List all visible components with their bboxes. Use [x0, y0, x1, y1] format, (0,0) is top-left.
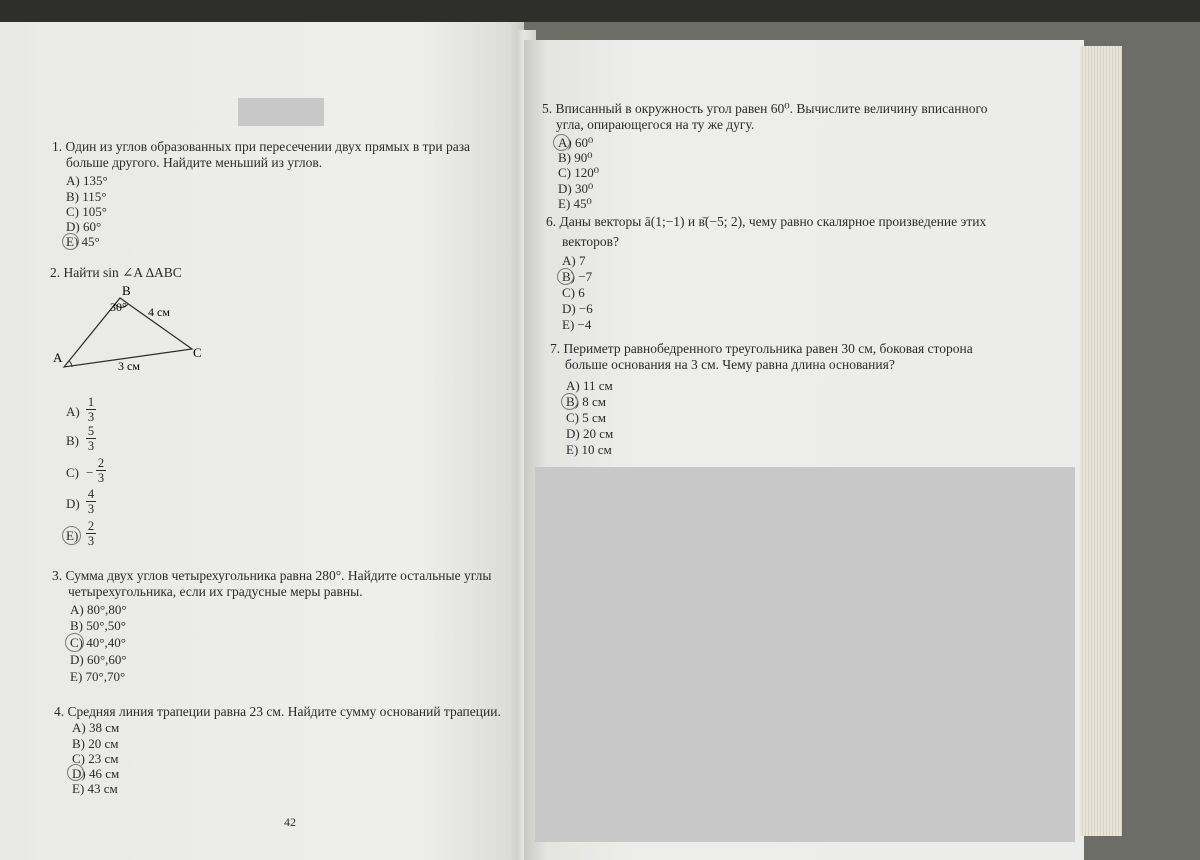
q2-option-d-label: D)	[66, 496, 80, 511]
q6-option-e: E) −4	[562, 317, 592, 332]
denominator: 3	[87, 410, 95, 424]
numerator: 4	[87, 487, 95, 501]
q1-option-b: B) 115°	[66, 189, 107, 204]
redacted-block	[535, 467, 1075, 842]
q1-option-e: E) 45°	[66, 234, 100, 249]
q4-option-b: B) 20 см	[72, 736, 119, 751]
q7-text-line1: 7. Периметр равнобедренного треугольника равен 30 см, боковая сторона	[550, 341, 973, 356]
q5-option-d: D) 30⁰	[558, 181, 594, 196]
vertex-c-label: C	[193, 345, 202, 360]
q1-option-d: D) 60°	[66, 219, 102, 234]
answer-circle-mark	[62, 526, 81, 545]
q7-option-d: D) 20 см	[566, 426, 614, 441]
side-bc-label: 4 см	[148, 305, 170, 319]
redacted-header	[238, 98, 324, 126]
q2-option-b-fraction	[86, 425, 96, 452]
q2-option-a-fraction	[86, 396, 96, 423]
vertex-a-label: A	[53, 350, 63, 365]
q2-option-c-sign: −	[86, 465, 94, 480]
q3-text-line2: четырехугольника, если их градусные меры равны.	[68, 584, 363, 599]
q1-option-a: A) 135°	[66, 173, 108, 188]
q5-text-line2: угла, опирающегося на ту же дугу.	[556, 117, 755, 132]
q3-option-b: B) 50°,50°	[70, 618, 126, 633]
page-number: 42	[284, 815, 296, 829]
q6-option-a: A) 7	[562, 253, 586, 268]
q1-text-line1: 1. Один из углов образованных при пересечении двух прямых в три раза	[52, 139, 471, 154]
answer-circle-mark	[553, 134, 570, 151]
q2-option-a-label: A)	[66, 404, 80, 419]
triangle-figure	[50, 282, 220, 374]
q5-option-b: B) 90⁰	[558, 150, 593, 165]
q2-option-e-fraction	[86, 520, 96, 547]
numerator: 5	[87, 424, 95, 438]
q7-option-b: B) 8 см	[566, 394, 606, 409]
q3-option-e: E) 70°,70°	[70, 669, 126, 684]
q4-text: 4. Средняя линия трапеции равна 23 см. Найдите сумму оснований трапеции.	[54, 704, 501, 719]
q2-option-c-label: C)	[66, 465, 79, 480]
q2-option-d-fraction	[86, 488, 96, 515]
q6-option-d: D) −6	[562, 301, 593, 316]
q4-option-c: C) 23 см	[72, 751, 119, 766]
q7-option-e: E) 10 см	[566, 442, 612, 457]
answer-circle-mark	[62, 233, 79, 250]
q7-text-line2: больше основания на 3 см. Чему равна длина основания?	[565, 357, 895, 372]
numerator: 1	[87, 395, 95, 409]
denominator: 3	[87, 534, 95, 548]
q5-option-a: A) 60⁰	[558, 135, 594, 150]
q6-option-c: C) 6	[562, 285, 585, 300]
q3-option-c: C) 40°,40°	[70, 635, 126, 650]
denominator: 3	[87, 502, 95, 516]
q4-option-e: E) 43 см	[72, 781, 118, 796]
triangle-abc	[64, 298, 192, 367]
angle-b-label: 30°	[110, 300, 127, 314]
q3-option-d: D) 60°,60°	[70, 652, 127, 667]
q6-option-b: B) −7	[562, 269, 593, 284]
numerator: 2	[97, 456, 105, 470]
numerator: 2	[87, 519, 95, 533]
answer-circle-mark	[67, 764, 84, 781]
q3-text-line1: 3. Сумма двух углов четырехугольника равна 280°. Найдите остальные углы	[52, 568, 492, 583]
scanner-top-band	[0, 0, 1200, 22]
q2-option-c-fraction	[96, 457, 106, 484]
q3-option-a: A) 80°,80°	[70, 602, 127, 617]
q5-text-line1: 5. Вписанный в окружность угол равен 60⁰. Вычислите величину вписанного	[542, 101, 988, 116]
denominator: 3	[87, 439, 95, 453]
q7-option-c: C) 5 см	[566, 410, 606, 425]
q7-option-a: A) 11 см	[566, 378, 613, 393]
denominator: 3	[97, 471, 105, 485]
answer-circle-mark	[561, 393, 578, 410]
q1-option-c: C) 105°	[66, 204, 107, 219]
q6-text-line2: векторов?	[562, 234, 620, 249]
q4-option-d: D) 46 см	[72, 766, 120, 781]
answer-circle-mark	[65, 633, 84, 652]
q5-option-c: C) 120⁰	[558, 165, 599, 180]
answer-circle-mark	[557, 268, 574, 285]
q2-text: 2. Найти sin ∠A ∆ABC	[50, 265, 182, 280]
side-ac-label: 3 см	[118, 359, 140, 373]
q2-option-e-label: E)	[66, 528, 79, 543]
q1-text-line2: больше другого. Найдите меньший из углов.	[66, 155, 323, 170]
q6-text-line1: 6. Даны векторы ā(1;−1) и в̄(−5; 2), чему равно скалярное произведение этих	[546, 214, 987, 229]
q2-option-b-label: B)	[66, 433, 79, 448]
q5-option-e: E) 45⁰	[558, 196, 592, 211]
vertex-b-label: B	[122, 283, 131, 298]
page-stack-edge	[1080, 46, 1122, 836]
q4-option-a: A) 38 см	[72, 720, 120, 735]
